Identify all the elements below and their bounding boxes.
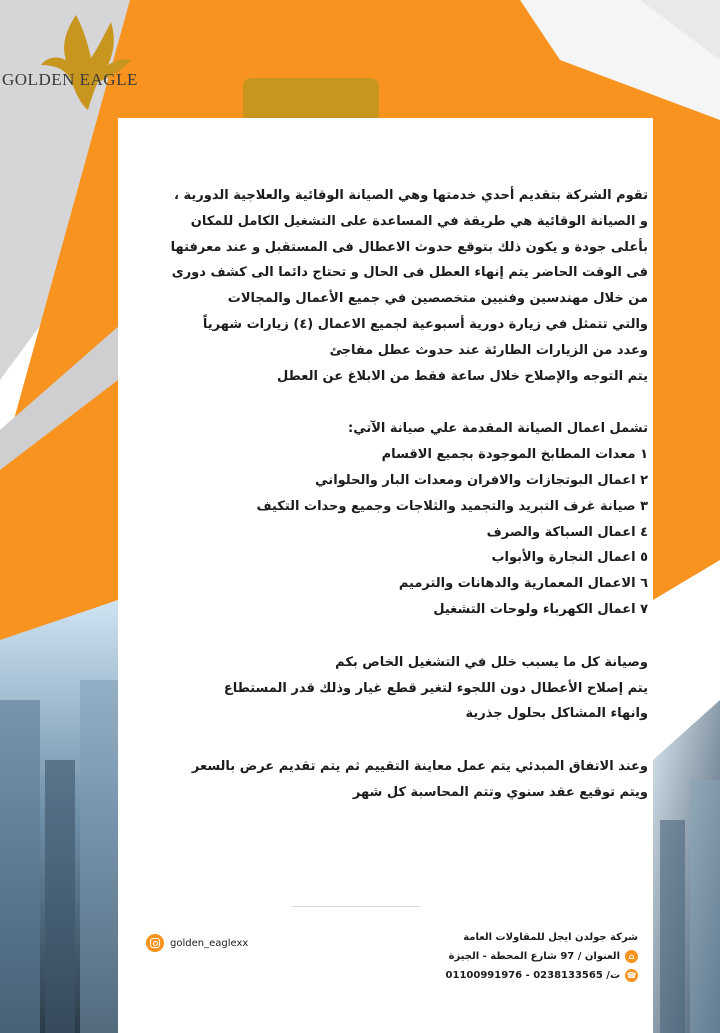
- list-title: تشمل اعمال الصيانة المقدمة علي صيانة الآتي:: [348, 421, 648, 437]
- list-item: ٣ صيانة غرف التبريد والتجميد والثلاجات وجميع وحدات التكيف: [256, 498, 648, 514]
- outro-line: وانهاء المشاكل بحلول جذرية: [465, 706, 648, 722]
- intro-line: و الصيانة الوقائية هي طريقة في المساعدة على التشغيل الكامل للمكان: [190, 213, 648, 229]
- list-item: ٤ اعمال السباكة والصرف: [486, 524, 648, 540]
- agreement-line: ويتم توقيع عقد سنوي وتتم المحاسبة كل شهر: [352, 784, 648, 800]
- logo: [0, 8, 170, 118]
- footer-divider: [292, 906, 420, 907]
- intro-line: فى الوقت الحاضر يتم إنهاء العطل فى الحال و تحتاج دائما الى كشف دورى: [171, 265, 648, 281]
- outro-line: وصيانة كل ما يسبب خلل في التشغيل الخاص بكم: [335, 654, 648, 670]
- list-item: ٢ اعمال البوتجازات والافران ومعدات البار والحلواني: [315, 472, 648, 488]
- home-icon: ⌂: [625, 950, 638, 963]
- instagram-icon: [146, 934, 164, 952]
- phone-icon: ☎: [626, 971, 637, 980]
- intro-line: والتي تتمثل في زيارة دورية أسبوعية لجميع الاعمال (٤) زيارات شهرياً: [202, 316, 648, 332]
- list-item: ٥ اعمال النجارة والأبواب: [491, 550, 648, 566]
- instagram-text: golden_eaglexx: [170, 937, 249, 949]
- address-text: العنوان / 97 شارع المحطة - الجيزة: [448, 951, 620, 962]
- instagram-handle[interactable]: [146, 934, 248, 952]
- agreement-line: وعند الاتفاق المبدئي يتم عمل معاينة التقييم ثم يتم تقديم عرض بالسعر: [191, 759, 648, 775]
- eagle-icon: [36, 10, 156, 110]
- intro-line: يتم التوجه والإصلاح خلال ساعة فقط من الابلاغ عن العطل: [277, 368, 648, 384]
- company-name: شركة جولدن ايجل للمقاولات العامة: [463, 932, 638, 943]
- intro-line: بأعلى جودة و يكون ذلك بتوقع حدوث الاعطال فى المستقبل و عند معرفتها: [170, 239, 648, 255]
- outro-line: يتم إصلاح الأعطال دون اللجوء لتغير قطع غيار وذلك قدر المستطاع: [223, 680, 648, 696]
- intro-line: تقوم الشركة بتقديم أحدي خدمتها وهي الصيانة الوقائية والعلاجية الدورية ،: [174, 188, 648, 203]
- document-body: [128, 183, 648, 806]
- list-item: ٦ الاعمال المعمارية والدهانات والترميم: [398, 576, 648, 592]
- list-item: ١ معدات المطابخ الموجودة بجميع الاقسام: [381, 447, 648, 463]
- intro-line: وعدد من الزيارات الطارئة عند حدوث عطل مفاجئ: [329, 342, 648, 358]
- list-item: ٧ اعمال الكهرباء ولوحات التشغيل: [433, 601, 648, 617]
- intro-line: من خلال مهندسين وفنيين متخصصين في جميع الأعمال والمجالات: [227, 291, 648, 307]
- phone-text: ت/ 0238133565 - 01100991976: [445, 970, 620, 981]
- footer-contact: [446, 928, 638, 985]
- logo-text: GOLDEN EAGLE: [2, 70, 138, 89]
